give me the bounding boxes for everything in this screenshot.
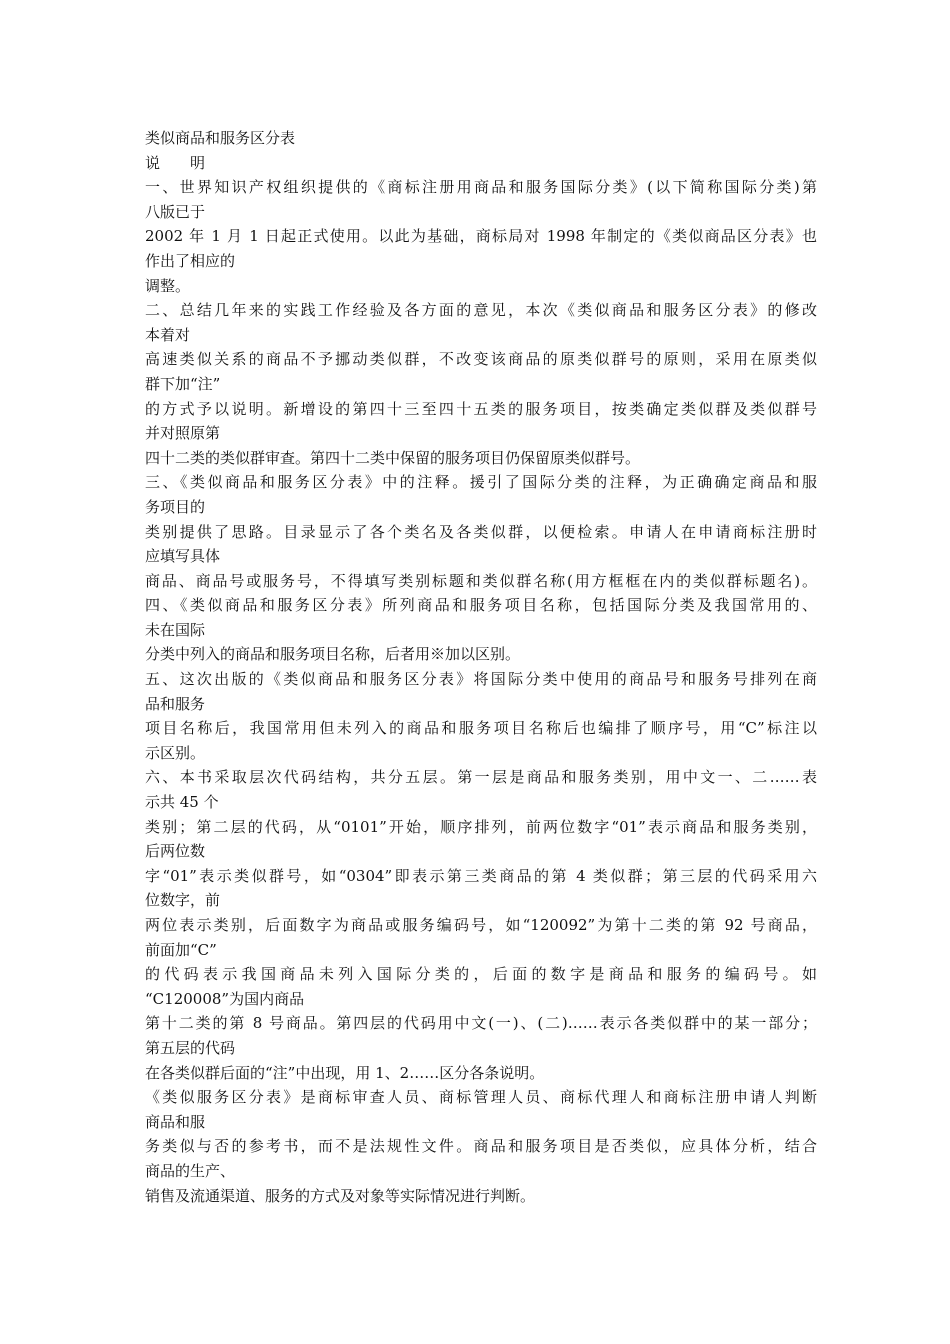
- text-line: 务项目的: [145, 497, 206, 516]
- text-line: 示区别。: [145, 743, 206, 762]
- text-line: 类别提供了思路。目录显示了各个类名及各类似群，以便检索。申请人在申请商标注册时: [145, 522, 817, 541]
- text-line: 商品和服: [145, 1112, 206, 1131]
- text-line: 四十二类的类似群审查。第四十二类中保留的服务项目仍保留原类似群号。: [145, 448, 641, 467]
- text-line: 八版已于: [145, 202, 206, 221]
- text-line: 的方式予以说明。新增设的第四十三至四十五类的服务项目，按类确定类似群及类似群号: [145, 399, 817, 418]
- text-line: 2002 年 1 月 1 日起正式使用。以此为基础，商标局对 1998 年制定的《类似商品区分表》也: [145, 227, 817, 246]
- text-line: 一、世界知识产权组织提供的《商标注册用商品和服务国际分类》(以下简称国际分类)第: [145, 178, 817, 197]
- text-line: 务类似与否的参考书，而不是法规性文件。商品和服务项目是否类似，应具体分析，结合: [145, 1137, 817, 1156]
- text-line: 本着对: [145, 325, 191, 344]
- text-line: 类别；第二层的代码，从“0101”开始，顺序排列，前两位数字“01”表示商品和服务类别，: [145, 817, 817, 836]
- text-line: 商品、商品号或服务号，不得填写类别标题和类似群名称(用方框框在内的类似群标题名)。: [145, 571, 817, 590]
- text-line: 前面加“C”: [145, 940, 217, 959]
- text-line: 应填写具体: [145, 547, 221, 566]
- text-line: 六、本书采取层次代码结构，共分五层。第一层是商品和服务类别，用中文一、二……表: [145, 768, 817, 787]
- text-line: 位数字，前: [145, 891, 221, 910]
- text-line: 群下加“注”: [145, 374, 221, 393]
- text-line: 第五层的代码: [145, 1038, 236, 1057]
- text-line: 后两位数: [145, 842, 206, 861]
- text-line: 品和服务: [145, 694, 206, 713]
- text-line: 销售及流通渠道、服务的方式及对象等实际情况进行判断。: [145, 1186, 536, 1205]
- text-line: 二、总结几年来的实践工作经验及各方面的意见，本次《类似商品和服务区分表》的修改: [145, 301, 817, 320]
- text-line: 第十二类的第 8 号商品。第四层的代码用中文(一)、(二)……表示各类似群中的某一部分；: [145, 1014, 817, 1033]
- text-line: 商品的生产、: [145, 1161, 236, 1180]
- text-line: 示共 45 个: [145, 793, 219, 812]
- text-line: 分类中列入的商品和服务项目名称，后者用※加以区别。: [145, 645, 521, 664]
- text-line: 四、《类似商品和服务区分表》所列商品和服务项目名称，包括国际分类及我国常用的、: [145, 596, 817, 615]
- section-heading: 说 明: [145, 153, 206, 172]
- document-page: [145, 126, 817, 1208]
- text-line: 在各类似群后面的“注”中出现，用 1、2……区分各条说明。: [145, 1063, 545, 1082]
- text-line: 并对照原第: [145, 424, 221, 443]
- text-line: 三、《类似商品和服务区分表》中的注释。援引了国际分类的注释，为正确确定商品和服: [145, 473, 817, 492]
- document-title: 类似商品和服务区分表: [145, 129, 296, 147]
- text-line: 调整。: [145, 276, 191, 295]
- text-line: 字“01”表示类似群号，如“0304”即表示第三类商品的第 4 类似群；第三层的代码采用六: [145, 866, 817, 885]
- text-line: 的代码表示我国商品未列入国际分类的，后面的数字是商品和服务的编码号。如: [145, 965, 817, 984]
- text-line: 未在国际: [145, 620, 206, 639]
- text-line: 两位表示类别，后面数字为商品或服务编码号，如“120092”为第十二类的第 92 号商品，: [145, 916, 817, 934]
- text-line: 高速类似关系的商品不予挪动类似群，不改变该商品的原类似群号的原则，采用在原类似: [145, 350, 817, 369]
- text-line: 五、这次出版的《类似商品和服务区分表》将国际分类中使用的商品号和服务号排列在商: [145, 670, 817, 689]
- text-line: 作出了相应的: [145, 251, 236, 270]
- text-line: 《类似服务区分表》是商标审查人员、商标管理人员、商标代理人和商标注册申请人判断: [145, 1088, 817, 1107]
- text-line: “C120008”为国内商品: [145, 989, 305, 1008]
- text-line: 项目名称后，我国常用但未列入的商品和服务项目名称后也编排了顺序号，用“C”标注以: [145, 719, 817, 738]
